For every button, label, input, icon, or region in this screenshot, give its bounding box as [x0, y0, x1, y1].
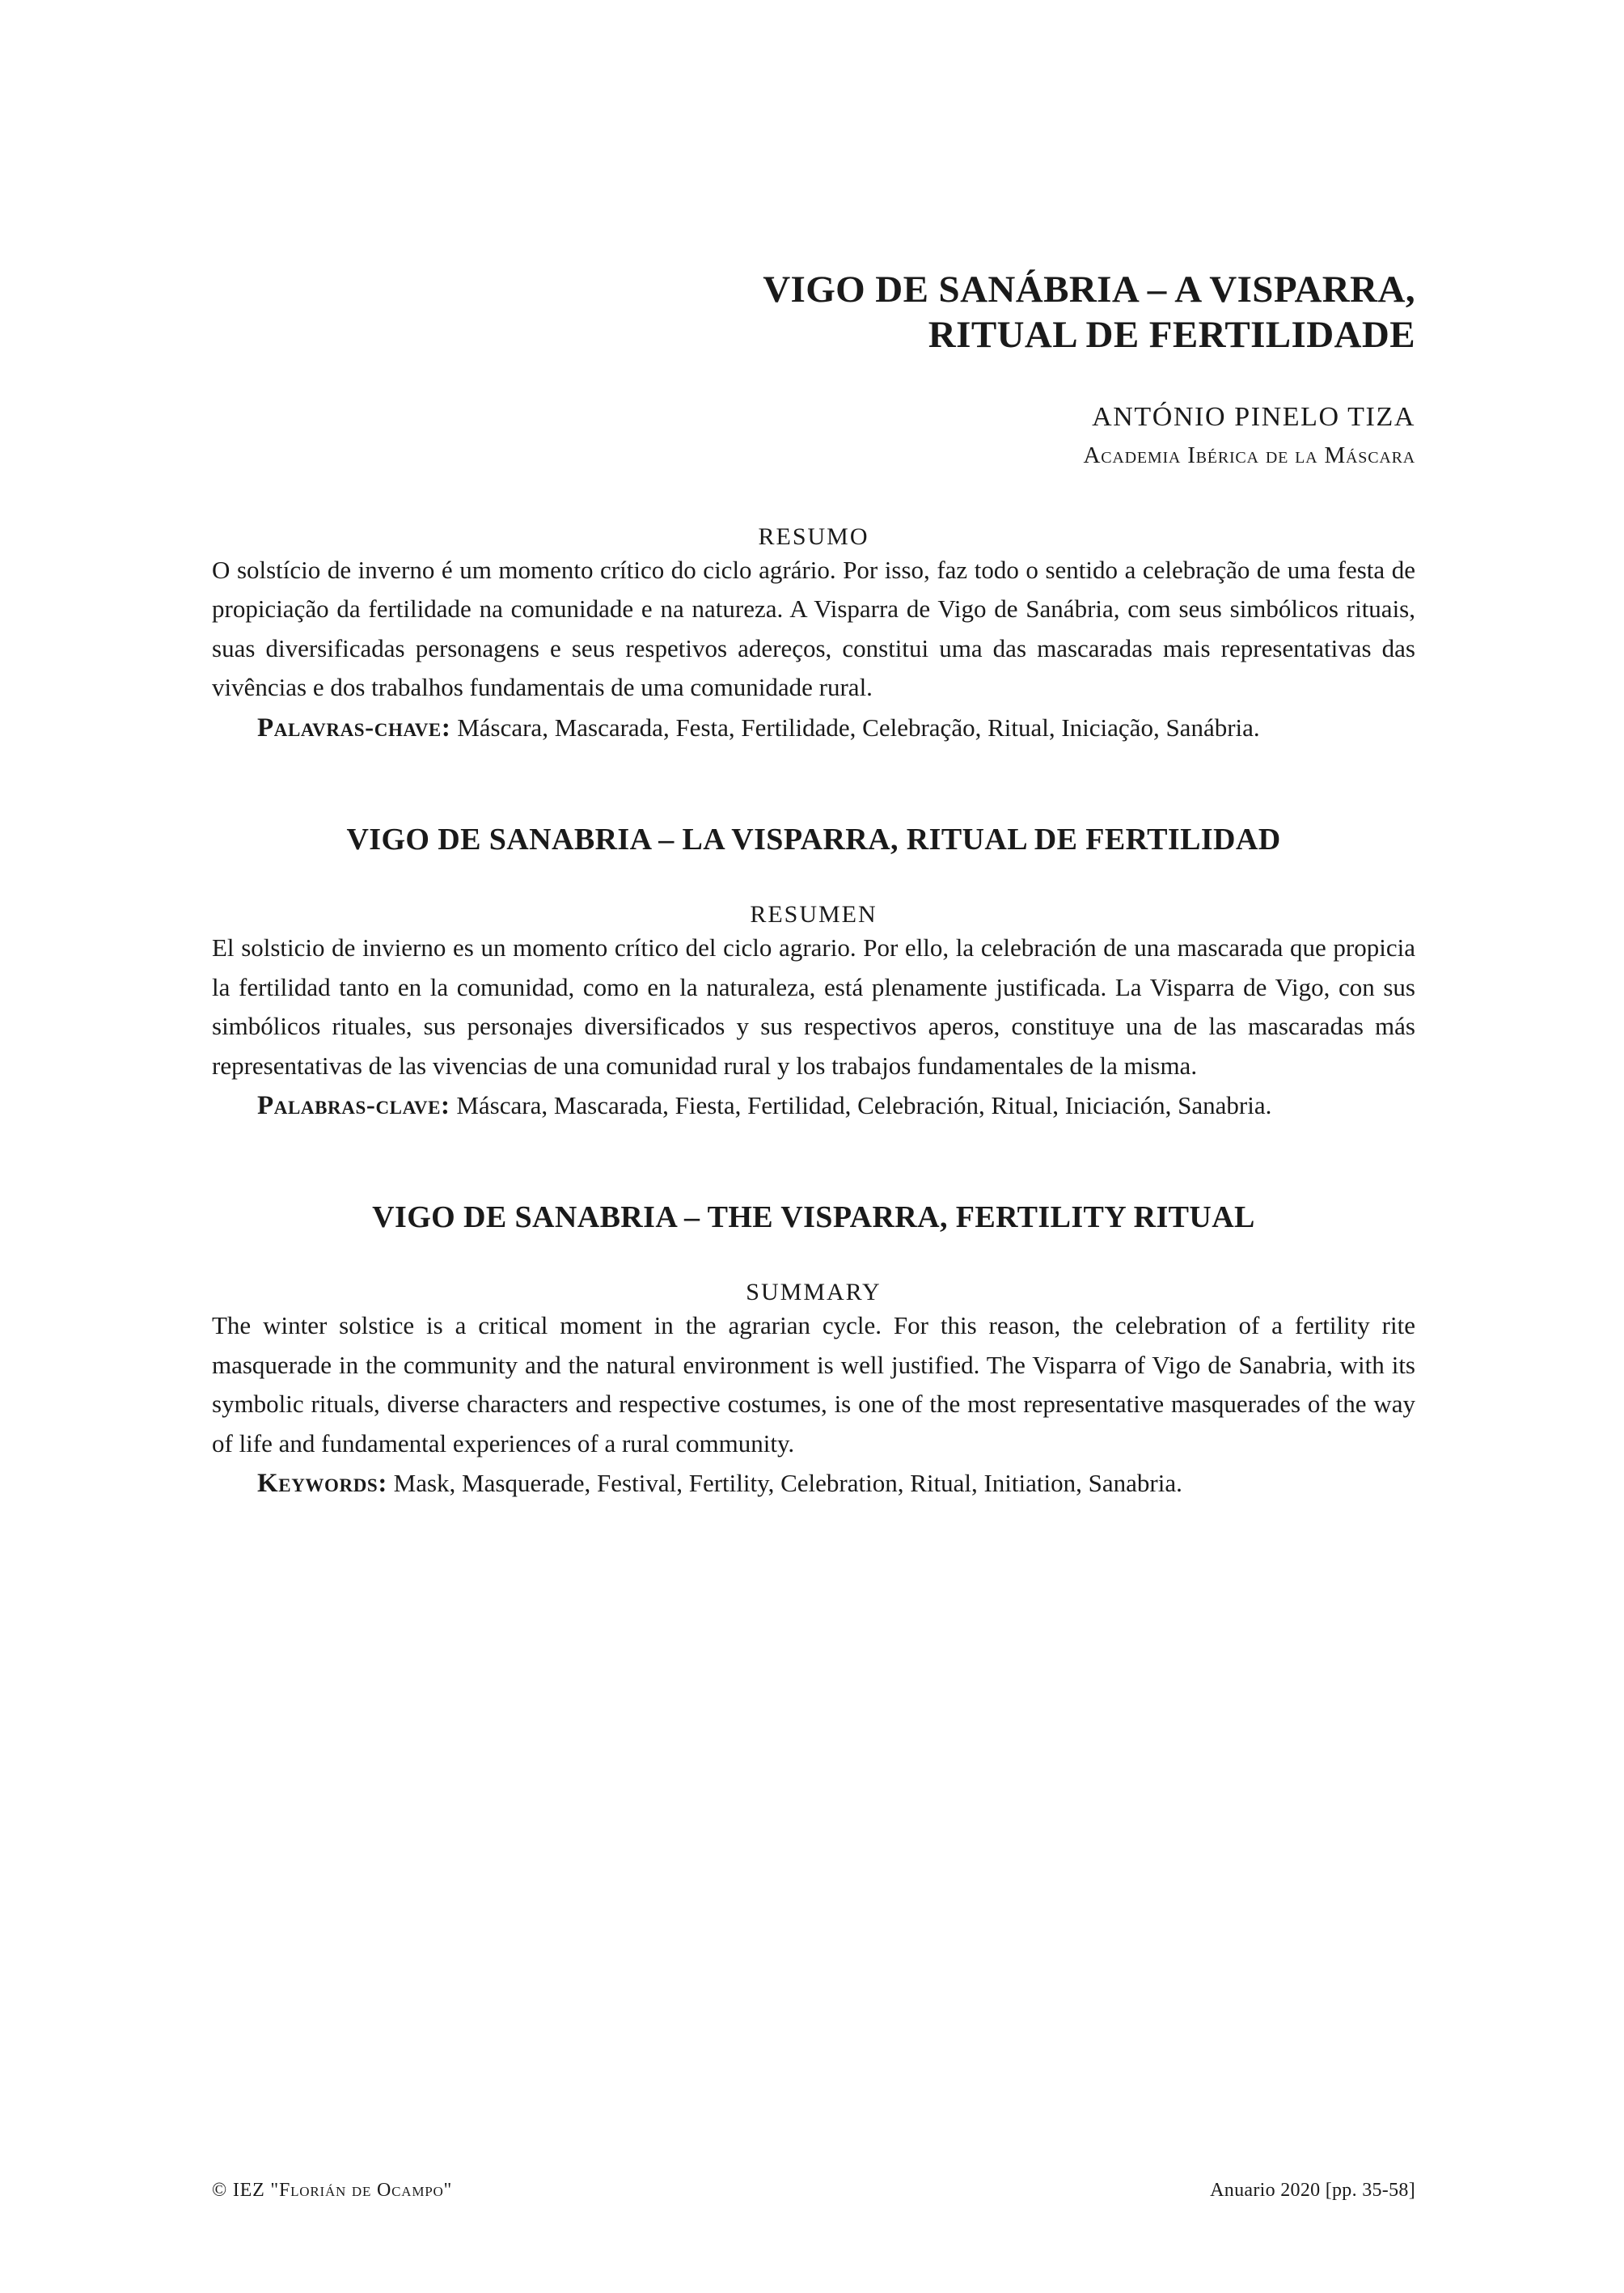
keywords-pt	[212, 708, 1415, 750]
keywords-list-pt: Máscara, Mascarada, Festa, Fertilidade, Celebração, Ritual, Iniciação, Sanábria.	[457, 713, 1260, 742]
page-content	[212, 0, 1415, 1505]
keywords-label-en: Keywords:	[257, 1469, 387, 1499]
abstract-body-en: The winter solstice is a critical moment in the agrarian cycle. For this reason, the celebration of a fertility rite masquerade in the community and the natural environment is well justified. The Visparra of Vigo de Sanabria, with its symbolic rituals, diverse characters and respective costumes, is one of the most representative masquerades of the way of life and fundamental experiences of a rural community.	[212, 1311, 1415, 1457]
lang-title-es: VIGO DE SANABRIA – LA VISPARRA, RITUAL DE FERTILIDAD	[346, 822, 1281, 857]
keywords-es	[212, 1085, 1415, 1127]
abstract-body-es: El solsticio de invierno es un momento crítico del ciclo agrario. Por ello, la celebración de una mascarada que propicia la fertilidad tanto en la comunidad, como en la naturaleza, está plenamente justificada. La Visparra de Vigo, con sus simbólicos rituales, sus personajes diversificados y sus respectivos aperos, constituye una de las mascaradas más representativas de las vivencias de una comunidad rural y los trabajos fundamentales de la misma.	[212, 933, 1415, 1080]
footer-copyright: © IEZ "Florián de Ocampo"	[212, 2180, 453, 2201]
author-name: ANTÓNIO PINELO TIZA	[1092, 401, 1415, 432]
author-block	[212, 400, 1415, 472]
keywords-en	[212, 1463, 1415, 1505]
page-title-line-1: VIGO DE SANÁBRIA – A VISPARRA,	[763, 269, 1415, 311]
lang-title-en: VIGO DE SANABRIA – THE VISPARRA, FERTILITY RITUAL	[372, 1199, 1255, 1234]
page-title-line-2: RITUAL DE FERTILIDADE	[928, 314, 1415, 357]
keywords-list-es: Máscara, Mascarada, Fiesta, Fertilidad, Celebración, Ritual, Iniciación, Sanabria.	[456, 1091, 1272, 1120]
abstract-heading-en: SUMMARY	[746, 1279, 882, 1306]
abstract-body-pt: O solstício de inverno é um momento crítico do ciclo agrário. Por isso, faz todo o sentido a celebração de uma festa de propiciação da fertilidade na comunidade e na natureza. A Visparra de Vigo de Sanábria, com seus simbólicos rituais, suas diversificadas personagens e seus respetivos adereços, constitui uma das mascaradas mais representativas das vivências e dos trabalhos fundamentais de uma comunidade rural.	[212, 555, 1415, 702]
page-footer	[212, 2180, 1415, 2202]
keywords-label-pt: Palavras-chave:	[257, 713, 451, 742]
footer-citation: Anuario 2020 [pp. 35-58]	[1210, 2180, 1415, 2201]
author-affiliation: Academia Ibérica de la Máscara	[1083, 442, 1415, 469]
keywords-list-en: Mask, Masquerade, Festival, Fertility, Celebration, Ritual, Initiation, Sanabria.	[393, 1469, 1182, 1498]
page-title	[212, 0, 1415, 358]
abstract-heading-es: RESUMEN	[750, 901, 878, 929]
keywords-label-es: Palabras-clave:	[257, 1091, 450, 1121]
abstract-heading-pt: RESUMO	[758, 522, 869, 550]
